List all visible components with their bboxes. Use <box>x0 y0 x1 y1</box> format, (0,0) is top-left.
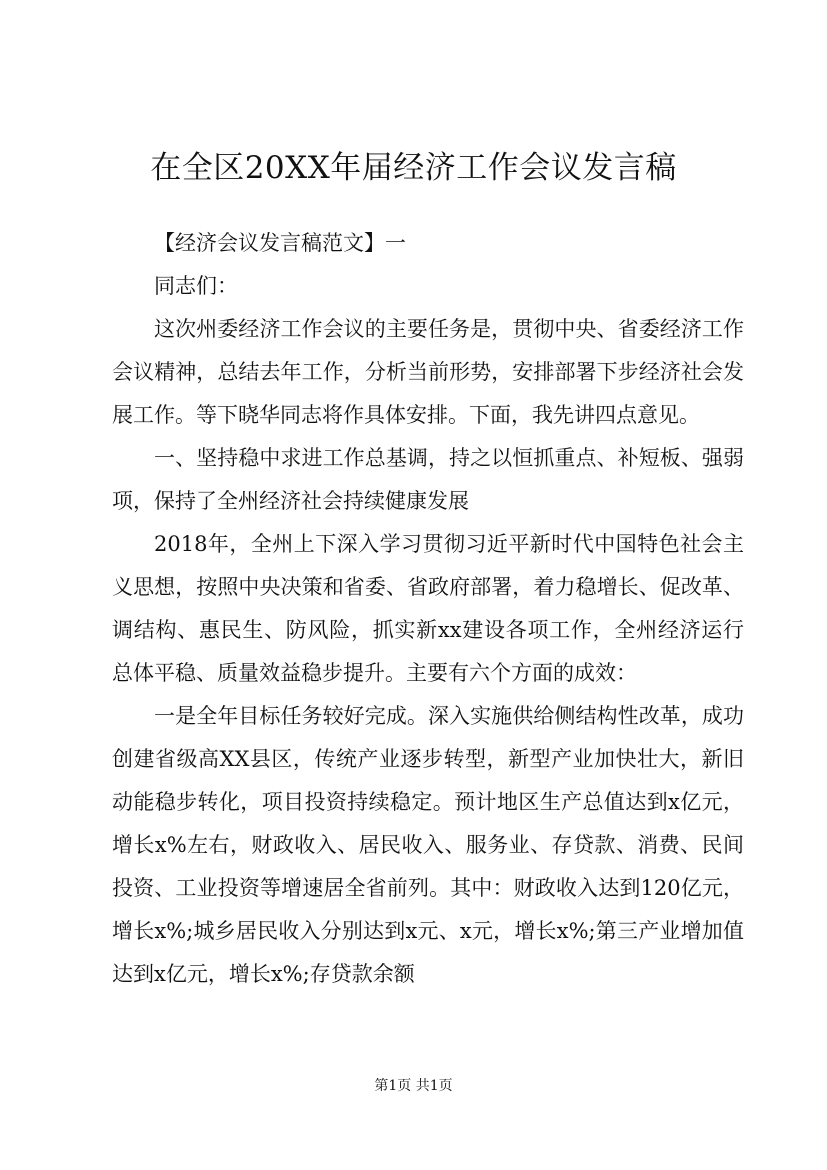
page-footer: 第1页 共1页 <box>374 1078 453 1094</box>
paragraph-heading-label: 【经济会议发言稿范文】一 <box>154 231 406 255</box>
paragraph-2018-summary: 2018年，全州上下深入学习贯彻习近平新时代中国特色社会主义思想，按照中央决策和省委、省政府部署，着力稳增长、促改革、调结构、惠民生、防风险，抓实新xx建设各项工作，全州经济运行总体平稳、质量效益稳步提升。主要有六个方面的成效： <box>112 532 744 685</box>
paragraph-section-one-heading: 一、坚持稳中求进工作总基调，持之以恒抓重点、补短板、强弱项，保持了全州经济社会持续健康发展 <box>112 446 744 513</box>
paragraph-intro: 这次州委经济工作会议的主要任务是，贯彻中央、省委经济工作会议精神，总结去年工作，分析当前形势，安排部署下步经济社会发展工作。等下晓华同志将作具体安排。下面，我先讲四点意见。 <box>112 317 744 427</box>
paragraph-salutation: 同志们： <box>154 274 238 298</box>
document-body <box>112 222 744 996</box>
document-title: 在全区20XX年届经济工作会议发言稿 <box>150 150 677 186</box>
paragraph-first-achievement: 一是全年目标任务较好完成。深入实施供给侧结构性改革，成功创建省级高XX县区，传统产业逐步转型，新型产业加快壮大，新旧动能稳步转化，项目投资持续稳定。预计地区生产总值达到x亿元，增长x%左右，财政收入、居民收入、服务业、存贷款、消费、民间投资、工业投资等增速居全省前列。其中：财政收入达到120亿元，增长x%;城乡居民收入分别达到x元、x元，增长x%;第三产业增加值达到x亿元，增长x%;存贷款余额 <box>112 704 744 986</box>
